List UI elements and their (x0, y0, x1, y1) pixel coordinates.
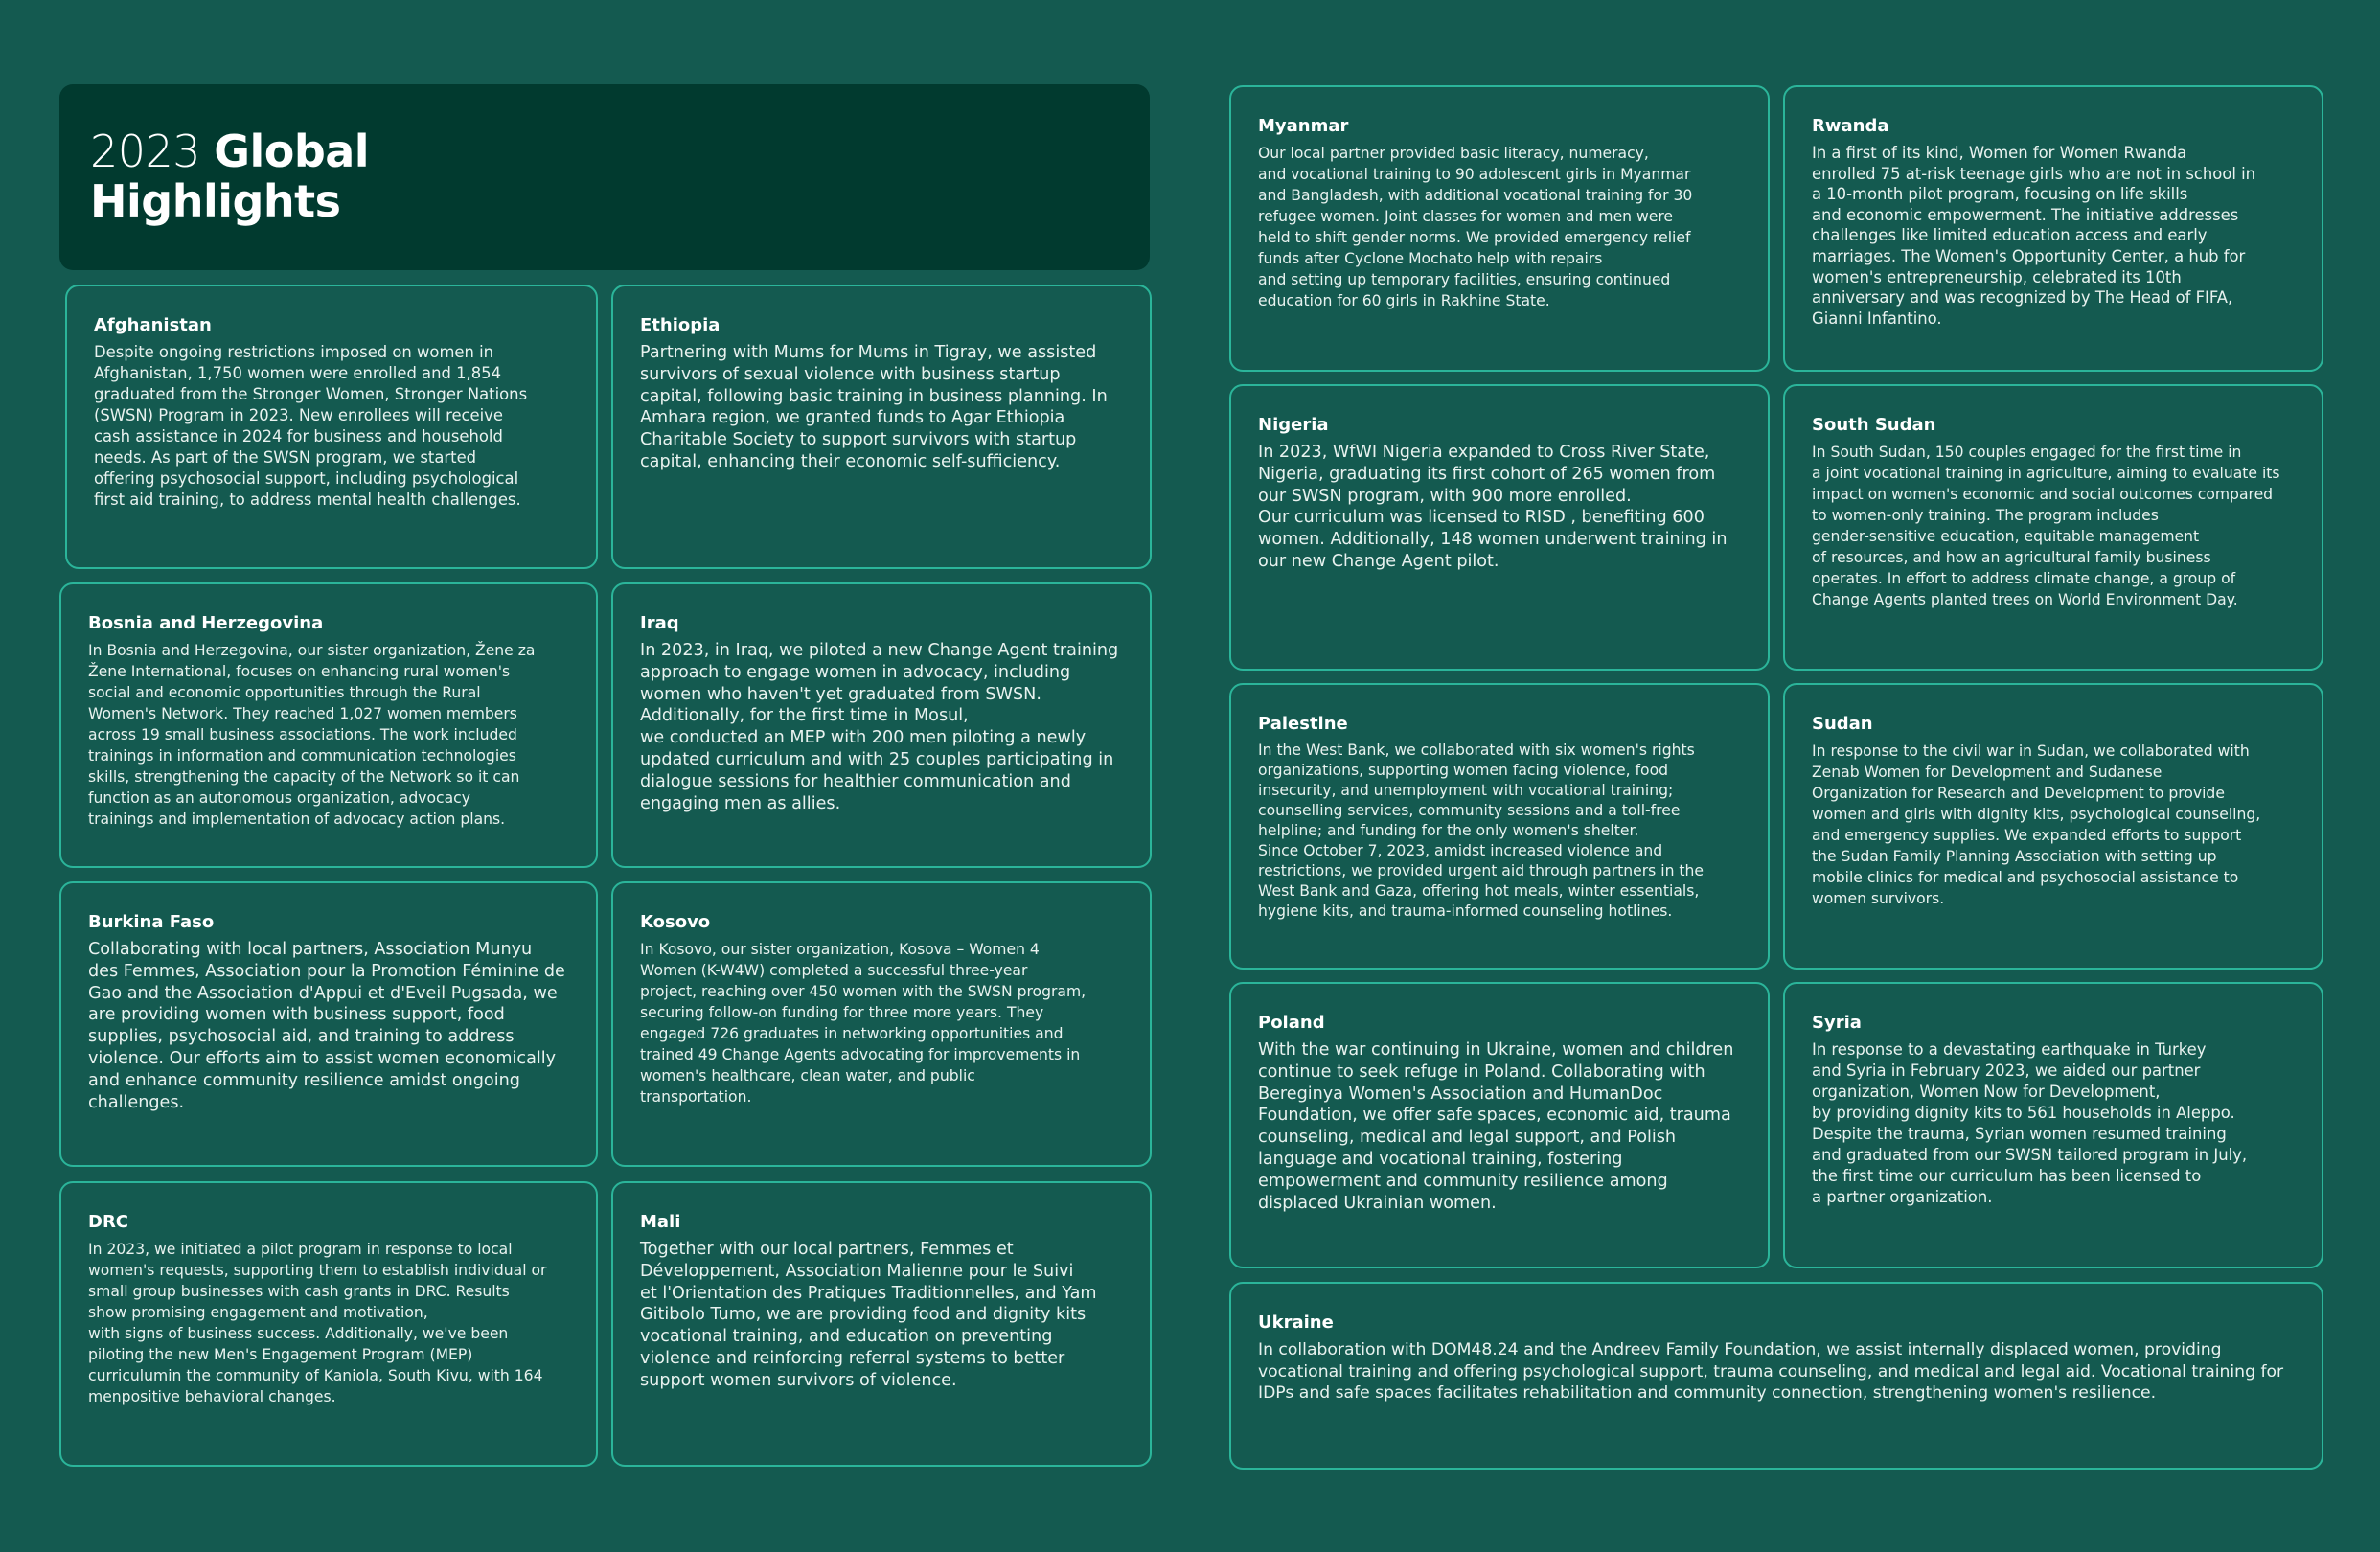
card-title: Kosovo (640, 912, 711, 932)
card-ethiopia (611, 285, 1152, 569)
card-kosovo (611, 881, 1152, 1167)
card-afghanistan (65, 285, 598, 569)
card-body: In a first of its kind, Women for Women Rwanda enrolled 75 at-risk teenage girls who are not in school in a 10-month pilot program, focusing on life skills and economic empowerment. The initiative addresses challenges like limited education access and early marriages. The Women's Opportunity Center, a hub for women's entrepreneurship, celebrated its 10th anniversary and was recognized by The Head of FIFA, Gianni Infantino. (1812, 144, 2256, 328)
title-word-highlights: Highlights (90, 175, 341, 227)
page-title (90, 126, 1150, 176)
card-body: In collaboration with DOM48.24 and the Andreev Family Foundation, we assist internally displaced women, providing vocational training and offering psychological support, trauma counseling, and medical and legal aid. Vocational training for IDPs and safe spaces facilitates rehabilitation and community connection, strengthening women's resilience. (1258, 1340, 2284, 1404)
card-body: With the war continuing in Ukraine, women and children continue to seek refuge in Poland. Collaborating with Bereginya Women's Association and HumanDoc Foundation, we offer safe spaces, economic aid, trauma counseling, medical and legal support, and Polish language and vocational training, fostering empowerment and community resilience among displaced Ukrainian women. (1258, 1040, 1734, 1213)
card-body: In South Sudan, 150 couples engaged for the first time in a joint vocational training in agriculture, aiming to evaluate its impact on women's economic and social outcomes compared to women-only training. The program includes gender-sensitive education, equitable management of resources, and how an agricultural family business operates. In effort to address climate change, a group of Change Agents planted trees on World Environment Day. (1812, 444, 2280, 608)
card-sudan (1783, 683, 2323, 970)
card-body: In response to the civil war in Sudan, we collaborated with Zenab Women for Development and Sudanese Organization for Research and Development to provide women and girls with dignity kits, psychological counseling, and emergency supplies. We expanded efforts to support the Sudan Family Planning Association with setting up mobile clinics for medical and psychosocial assistance to women survivors. (1812, 742, 2261, 907)
card-body: Our local partner provided basic literacy, numeracy, and vocational training to 90 adolescent girls in Myanmar and Bangladesh, with additional vocational training for 30 refugee women. Joint classes for women and men were held to shift gender norms. We provided emergency relief funds after Cyclone Mochato help with repairs and setting up temporary facilities, ensuring continued education for 60 girls in Rakhine State. (1258, 145, 1693, 309)
card-title: Bosnia and Herzegovina (88, 613, 324, 633)
card-title: Syria (1812, 1013, 1862, 1033)
title-word-global: Global (214, 126, 370, 177)
card-body: In the West Bank, we collaborated with six women's rights organizations, supporting women facing violence, food insecurity, and unemployment with vocational training; counselling services, community sessions and a toll-free helpline; and funding for the only women's shelter. Since October 7, 2023, amidst increased violence and restrictions, we provided urgent aid through partners in the West Bank and Gaza, offering hot meals, winter essentials, hygiene kits, and trauma-informed counseling hotlines. (1258, 742, 1704, 920)
card-title: Burkina Faso (88, 912, 215, 932)
card-iraq (611, 582, 1152, 868)
card-body: In 2023, WfWI Nigeria expanded to Cross River State, Nigeria, graduating its first cohort of 265 women from our SWSN program, with 900 more enrolled. Our curriculum was licensed to RISD , benefiting 600 women. Additionally, 148 women underwent training in our new Change Agent pilot. (1258, 443, 1728, 571)
card-body: In Kosovo, our sister organization, Kosova – Women 4 Women (K-W4W) completed a successful three-year project, reaching over 450 women with the SWSN program, securing follow-on funding for three more years. They engaged 726 graduates in networking opportunities and trained 49 Change Agents advocating for improvements in women's healthcare, clean water, and public transportation. (640, 941, 1087, 1106)
card-syria (1783, 982, 2323, 1268)
card-body: Collaborating with local partners, Association Munyu des Femmes, Association pour la Promotion Féminine de Gao and the Association d'Appui et d'Eveil Pugsada, we are providing women with business support, food supplies, psychosocial aid, and training to address violence. Our efforts aim to assist women economically and enhance community resilience amidst ongoing challenges. (88, 940, 565, 1112)
card-body: Despite ongoing restrictions imposed on women in Afghanistan, 1,750 women were enrolled and 1,854 graduated from the Stronger Women, Stronger Nations (SWSN) Program in 2023. New enrollees will receive cash assistance in 2024 for business and household needs. As part of the SWSN program, we started offering psychosocial support, including psychological first aid training, to address mental health challenges. (94, 343, 528, 509)
card-title: DRC (88, 1212, 129, 1232)
card-title: Sudan (1812, 714, 1873, 734)
card-mali (611, 1181, 1152, 1467)
card-burkina-faso (59, 881, 598, 1167)
card-title: Myanmar (1258, 116, 1349, 136)
card-title: Afghanistan (94, 315, 212, 335)
card-title: South Sudan (1812, 415, 1936, 435)
card-title: Ukraine (1258, 1312, 1334, 1333)
card-south-sudan (1783, 384, 2323, 671)
card-title: Rwanda (1812, 116, 1889, 136)
card-rwanda (1783, 85, 2323, 372)
card-drc (59, 1181, 598, 1467)
card-body: In 2023, in Iraq, we piloted a new Change Agent training approach to engage women in advocacy, including women who haven't yet graduated from SWSN. Additionally, for the first time in Mosul, we conducted an MEP with 200 men piloting a newly updated curriculum and with 25 couples participating in dialogue sessions for healthier communication and engaging men as allies. (640, 641, 1119, 813)
card-body: Partnering with Mums for Mums in Tigray, we assisted survivors of sexual violence with business startup capital, following basic training in business planning. In Amhara region, we granted funds to Agar Ethiopia Charitable Society to support survivors with startup capital, enhancing their economic self-sufficiency. (640, 343, 1108, 471)
card-title: Nigeria (1258, 415, 1329, 435)
card-title: Palestine (1258, 714, 1348, 734)
card-body: In response to a devastating earthquake in Turkey and Syria in February 2023, we aided our partner organization, Women Now for Development, by providing dignity kits to 561 households in Aleppo. Despite the trauma, Syrian women resumed training and graduated from our SWSN tailored program in July, the first time our curriculum has been licensed to a partner organization. (1812, 1040, 2248, 1206)
card-nigeria (1229, 384, 1770, 671)
title-year: 2023 (90, 126, 201, 177)
card-palestine (1229, 683, 1770, 970)
card-title: Mali (640, 1212, 681, 1232)
title-banner (59, 84, 1150, 270)
card-title: Ethiopia (640, 315, 721, 335)
card-body: In 2023, we initiated a pilot program in response to local women's requests, supporting them to establish individual or small group businesses with cash grants in DRC. Results show promising engagement and motivation, with signs of business success. Additionally, we've been piloting the new Men's Engagement Program (MEP) curriculumin the community of Kaniola, South Kivu, with 164 menpositive behavioral changes. (88, 1241, 547, 1405)
card-bosnia (59, 582, 598, 868)
card-title: Poland (1258, 1013, 1325, 1033)
card-title: Iraq (640, 613, 679, 633)
card-myanmar (1229, 85, 1770, 372)
card-body: Together with our local partners, Femmes et Développement, Association Malienne pour le Suivi et l'Orientation des Pratiques Traditionnelles, and Yam Gitibolo Tumo, we are providing food and dignity kits vocational training, and education on preventing violence and reinforcing referral systems to better support women survivors of violence. (640, 1240, 1097, 1390)
card-body: In Bosnia and Herzegovina, our sister organization, Žene za Žene International, focuses on enhancing rural women's social and economic opportunities through the Rural Women's Network. They reached 1,027 women members across 19 small business associations. The work included trainings in information and communication technologies skills, strengthening the capacity of the Network so it can function as an autonomous organization, advocacy trainings and implementation of advocacy action plans. (88, 642, 536, 828)
card-poland (1229, 982, 1770, 1268)
card-ukraine (1229, 1282, 2323, 1470)
